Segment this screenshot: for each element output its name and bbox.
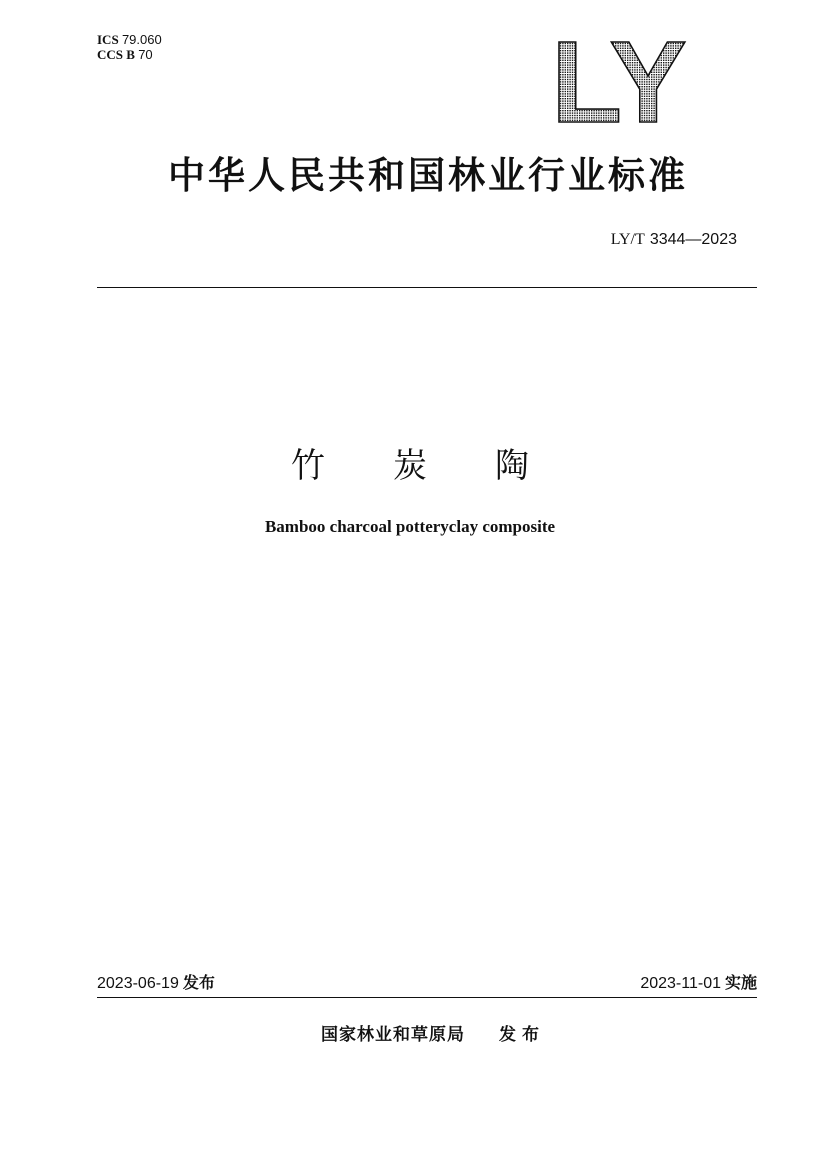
standard-code-prefix: LY/T <box>610 231 645 248</box>
effective-date-label: 实施 <box>724 973 757 992</box>
logo-text: LY <box>551 38 685 126</box>
issuing-authority: 国家林业和草原局 <box>321 1025 466 1045</box>
ccs-classification <box>97 47 153 62</box>
issue-date <box>97 971 215 996</box>
document-english-title: Bamboo charcoal potteryclay composite <box>264 517 556 536</box>
issue-date-label: 发布 <box>182 973 215 992</box>
ics-label: ICS <box>97 32 119 47</box>
bottom-divider <box>97 997 757 998</box>
issue-date-value: 2023-06-19 <box>97 975 179 992</box>
issuing-verb: 发 布 <box>499 1025 539 1045</box>
ccs-value: 70 <box>138 47 153 62</box>
standard-category-title: 中华人民共和国林业行业标准 <box>168 154 688 197</box>
effective-date <box>640 971 757 996</box>
effective-date-value: 2023-11-01 <box>640 975 721 992</box>
ics-classification <box>97 32 162 47</box>
standard-code <box>611 228 737 251</box>
top-divider <box>97 287 757 288</box>
ics-value: 79.060 <box>121 32 162 47</box>
document-title: 竹 炭 陶 <box>291 446 529 486</box>
publisher-line <box>180 1022 680 1048</box>
ccs-label: CCS B <box>97 47 135 62</box>
ly-logo <box>543 38 693 126</box>
standard-code-number: 3344—2023 <box>649 231 737 248</box>
